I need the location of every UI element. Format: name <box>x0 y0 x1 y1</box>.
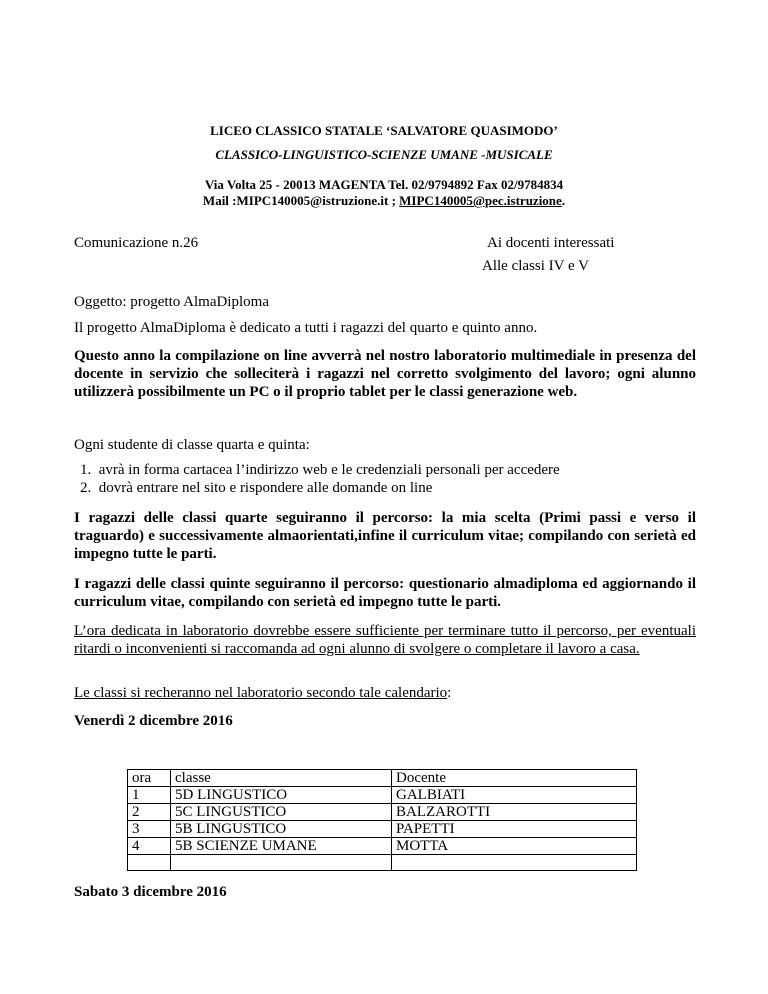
header-docente: Docente <box>392 770 637 787</box>
table-row <box>128 838 637 855</box>
table-row <box>128 821 637 838</box>
cell-classe: 5B LINGUSTICO <box>171 821 392 838</box>
list-number: 2. <box>80 480 92 496</box>
intro-text: Il progetto AlmaDiploma è dedicato a tutti i ragazzi del quarto e quinto anno. <box>74 320 538 336</box>
recipient-1: Ai docenti interessati <box>487 235 615 251</box>
cell-empty <box>128 855 171 871</box>
list-number: 1. <box>80 462 92 478</box>
cell-docente: PAPETTI <box>392 821 637 838</box>
bold-paragraph-2: I ragazzi delle classi quarte seguiranno il percorso: la mia scelta (Primi passi e verso il traguardo) e successivamente almaorientati,infine il curriculum vitae; compilando con serietà ed impegno tutte le parti. <box>74 510 696 562</box>
cell-classe: 5B SCIENZE UMANE <box>171 838 392 855</box>
ogni-studente: Ogni studente di classe quarta e quinta: <box>74 437 310 453</box>
cell-docente: MOTTA <box>392 838 637 855</box>
bold-paragraph-1: Questo anno la compilazione on line avverrà nel nostro laboratorio multimediale in presenza del docente in servizio che solleciterà i ragazzi nel corretto svolgimento del lavoro; ogni alunno utilizzerà possibilmente un PC o il proprio tablet per le classi generazione web. <box>74 348 696 400</box>
mail-prefix: Mail :MIPC140005@istruzione.it ; <box>202 193 400 208</box>
calendar-intro-underlined: Le classi si recheranno nel laboratorio secondo tale calendario <box>74 685 448 701</box>
pec-mail-link[interactable]: MIPC140005@pec.istruzione <box>399 193 562 208</box>
mail-suffix: . <box>561 193 566 208</box>
bold-paragraph-3: I ragazzi delle classi quinte seguiranno il percorso: questionario almadiploma ed aggiornando il curriculum vitae, compilando con serietà ed impegno tutte le parti. <box>74 576 696 610</box>
day-2-heading: Sabato 3 dicembre 2016 <box>74 884 227 900</box>
oggetto: Oggetto: progetto AlmaDiploma <box>74 294 269 310</box>
list-text: dovrà entrare nel sito e rispondere alle domande on line <box>98 480 433 496</box>
calendar-intro-end: : <box>447 685 452 701</box>
header-ora: ora <box>128 770 171 787</box>
list-item <box>80 480 432 497</box>
cell-ora: 3 <box>128 821 171 838</box>
header-classe: classe <box>171 770 392 787</box>
school-address: Via Volta 25 - 20013 MAGENTA Tel. 02/9794892 Fax 02/9784834 <box>204 177 564 192</box>
table-empty-row <box>128 855 637 871</box>
school-mail <box>0 193 768 209</box>
cell-docente: GALBIATI <box>392 787 637 804</box>
cell-classe: 5D LINGUSTICO <box>171 787 392 804</box>
schedule-table <box>127 769 637 871</box>
list-item <box>80 462 560 479</box>
cell-ora: 1 <box>128 787 171 804</box>
table-row <box>128 804 637 821</box>
cell-empty <box>171 855 392 871</box>
table-header-row <box>128 770 637 787</box>
cell-ora: 4 <box>128 838 171 855</box>
underlined-paragraph: L’ora dedicata in laboratorio dovrebbe essere sufficiente per terminare tutto il percorso, per eventuali ritardi o inconvenienti si raccomanda ad ogni alunno di svolgere o completare il lavoro a casa. <box>74 623 696 657</box>
list-text: avrà in forma cartacea l’indirizzo web e le credenziali personali per accedere <box>98 462 560 478</box>
recipient-2: Alle classi IV e V <box>482 258 589 274</box>
cell-docente: BALZAROTTI <box>392 804 637 821</box>
school-name: LICEO CLASSICO STATALE ‘SALVATORE QUASIMODO’ <box>210 123 558 138</box>
table-row <box>128 787 637 804</box>
calendar-intro <box>74 685 451 702</box>
day-1-heading: Venerdì 2 dicembre 2016 <box>74 713 233 729</box>
school-subtitle: CLASSICO-LINGUISTICO-SCIENZE UMANE -MUSICALE <box>215 147 553 162</box>
cell-classe: 5C LINGUSTICO <box>171 804 392 821</box>
cell-ora: 2 <box>128 804 171 821</box>
cell-empty <box>392 855 637 871</box>
comunicazione-number: Comunicazione n.26 <box>74 235 199 251</box>
